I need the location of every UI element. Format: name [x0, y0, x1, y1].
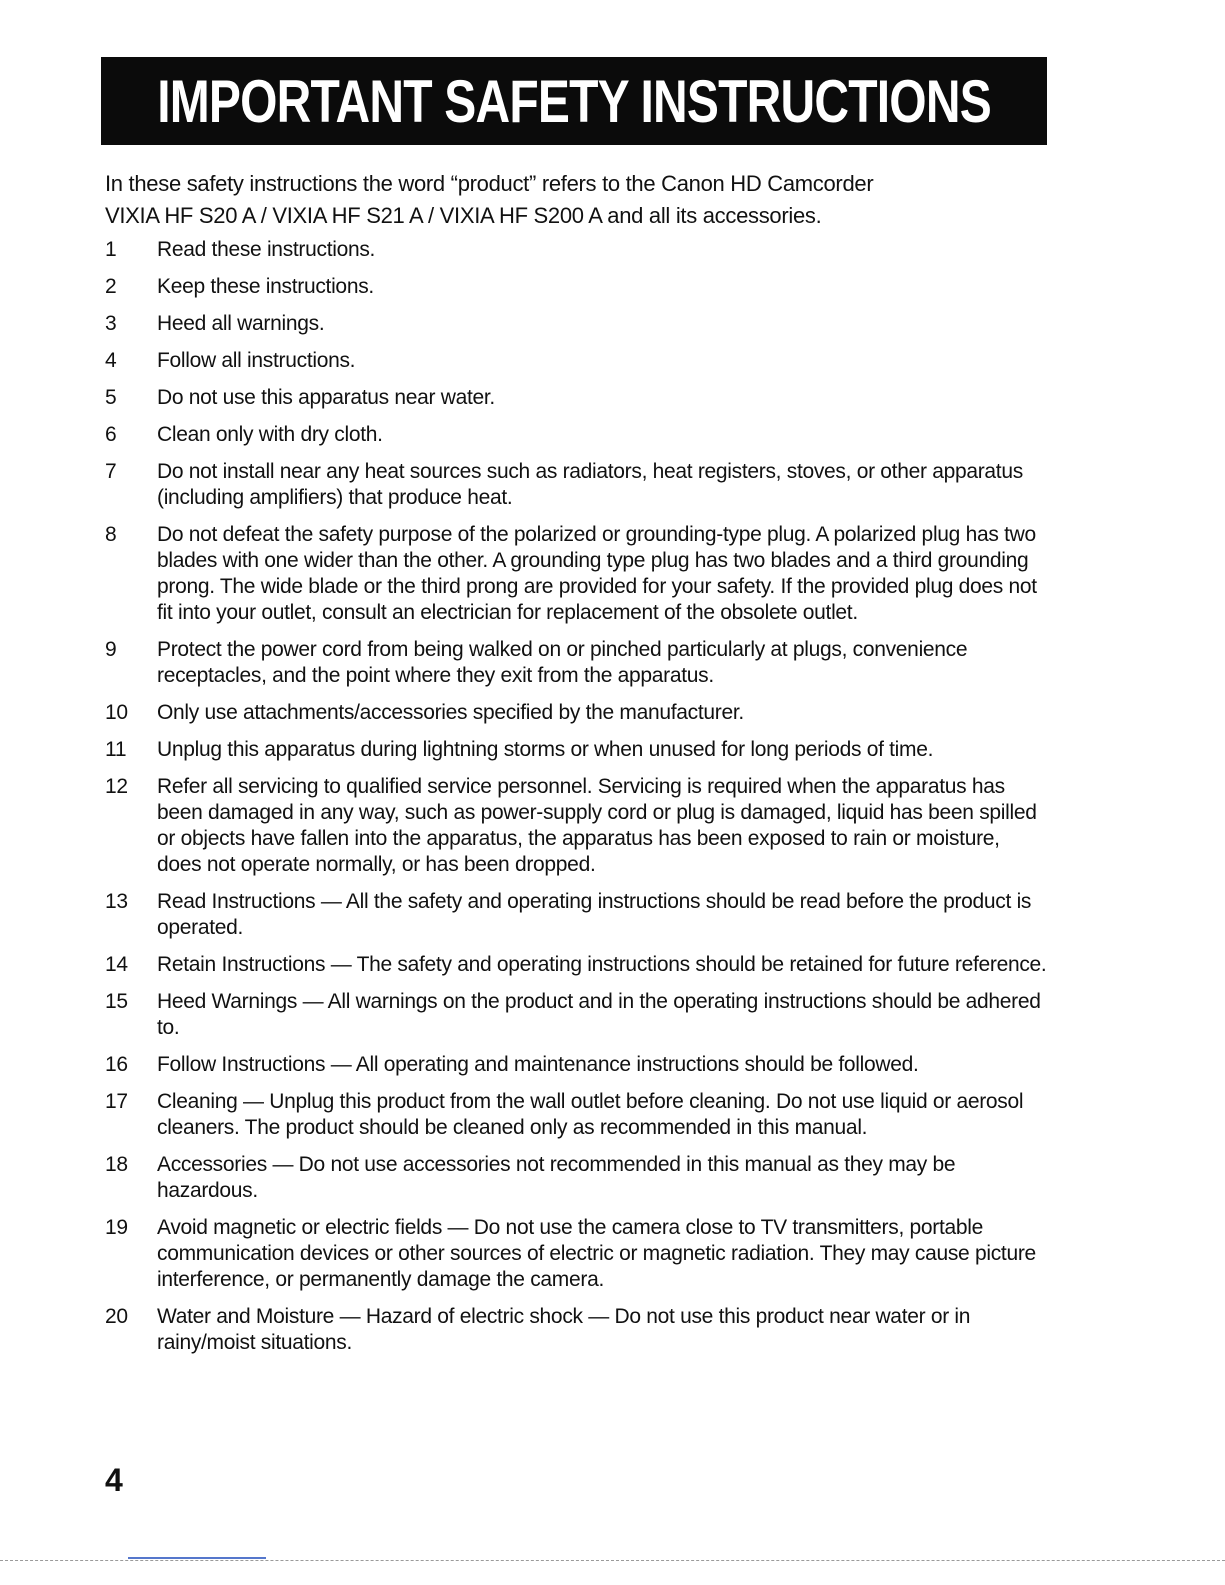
list-item [105, 348, 1065, 374]
list-item [105, 952, 1065, 978]
item-text: Keep these instructions. [157, 275, 374, 298]
item-text: Refer all servicing to qualified service personnel. Servicing is required when the apparatus has been damaged in any way, such as power-supply cord or plug is damaged, liquid has been spilled or objects have fallen into the apparatus, the apparatus has been exposed to rain or moisture, does not operate normally, or has been dropped. [157, 775, 1037, 876]
item-number: 11 [105, 738, 127, 761]
list-item [105, 1052, 1065, 1078]
page-number: 4 [105, 1462, 123, 1498]
list-item [105, 700, 1065, 726]
list-item [105, 385, 1065, 411]
list-item [105, 737, 1065, 763]
item-number: 2 [105, 275, 117, 298]
item-text: Follow Instructions — All operating and maintenance instructions should be followed. [157, 1053, 919, 1076]
item-number: 12 [105, 775, 128, 798]
list-item [105, 1215, 1065, 1293]
item-number: 13 [105, 890, 128, 913]
list-item [105, 422, 1065, 448]
item-number: 5 [105, 386, 117, 409]
item-text: Heed all warnings. [157, 312, 325, 335]
title-banner [101, 57, 1047, 145]
item-number: 6 [105, 423, 117, 446]
item-text: Heed Warnings — All warnings on the product and in the operating instructions should be adhered to. [157, 990, 1041, 1039]
instruction-list [105, 237, 1065, 1367]
item-text: Do not use this apparatus near water. [157, 386, 495, 409]
item-text: Do not install near any heat sources such as radiators, heat registers, stoves, or other apparatus (including amplifiers) that produce heat. [157, 460, 1023, 509]
item-text: Read these instructions. [157, 238, 376, 261]
list-item [105, 237, 1065, 263]
list-item [105, 311, 1065, 337]
item-number: 16 [105, 1053, 128, 1076]
item-text: Unplug this apparatus during lightning storms or when unused for long periods of time. [157, 738, 934, 761]
item-text: Read Instructions — All the safety and operating instructions should be read before the product is operated. [157, 890, 1032, 939]
page-title: IMPORTANT SAFETY INSTRUCTIONS [157, 67, 991, 135]
item-number: 14 [105, 953, 128, 976]
item-number: 15 [105, 990, 128, 1013]
list-item [105, 1089, 1065, 1141]
item-text: Retain Instructions — The safety and operating instructions should be retained for future reference. [157, 953, 1047, 976]
item-text: Water and Moisture — Hazard of electric shock — Do not use this product near water or in rainy/moist situations. [157, 1305, 971, 1354]
list-item [105, 274, 1065, 300]
item-number: 8 [105, 523, 117, 546]
item-number: 9 [105, 638, 117, 661]
intro-paragraph [105, 168, 1065, 232]
list-item [105, 459, 1065, 511]
item-text: Only use attachments/accessories specified by the manufacturer. [157, 701, 744, 724]
item-number: 17 [105, 1090, 128, 1113]
page-edge-mark [128, 1557, 266, 1559]
list-item [105, 522, 1065, 626]
intro-line-2: VIXIA HF S20 A / VIXIA HF S21 A / VIXIA HF S200 A and all its accessories. [105, 203, 822, 228]
list-item [105, 1152, 1065, 1204]
item-text: Do not defeat the safety purpose of the polarized or grounding-type plug. A polarized plug has two blades with one wider than the other. A grounding type plug has two blades and a third grounding prong. The wide blade or the third prong are provided for your safety. If the provided plug does not fit into your outlet, consult an electrician for replacement of the obsolete outlet. [157, 523, 1037, 624]
item-text: Clean only with dry cloth. [157, 423, 383, 446]
item-text: Accessories — Do not use accessories not recommended in this manual as they may be hazardous. [157, 1153, 956, 1202]
item-number: 1 [105, 238, 117, 261]
intro-line-1: In these safety instructions the word “product” refers to the Canon HD Camcorder [105, 171, 874, 196]
item-number: 3 [105, 312, 117, 335]
item-number: 20 [105, 1305, 128, 1328]
list-item [105, 989, 1065, 1041]
item-number: 18 [105, 1153, 128, 1176]
item-text: Follow all instructions. [157, 349, 356, 372]
list-item [105, 774, 1065, 878]
item-number: 19 [105, 1216, 128, 1239]
item-number: 7 [105, 460, 117, 483]
item-number: 10 [105, 701, 128, 724]
list-item [105, 637, 1065, 689]
list-item [105, 889, 1065, 941]
item-number: 4 [105, 349, 117, 372]
list-item [105, 1304, 1065, 1356]
page-divider [0, 1560, 1225, 1561]
item-text: Cleaning — Unplug this product from the wall outlet before cleaning. Do not use liquid or aerosol cleaners. The product should be cleaned only as recommended in this manual. [157, 1090, 1024, 1139]
item-text: Avoid magnetic or electric fields — Do not use the camera close to TV transmitters, portable communication devices or other sources of electric or magnetic radiation. They may cause picture interference, or permanently damage the camera. [157, 1216, 1036, 1291]
item-text: Protect the power cord from being walked on or pinched particularly at plugs, convenience receptacles, and the point where they exit from the apparatus. [157, 638, 968, 687]
